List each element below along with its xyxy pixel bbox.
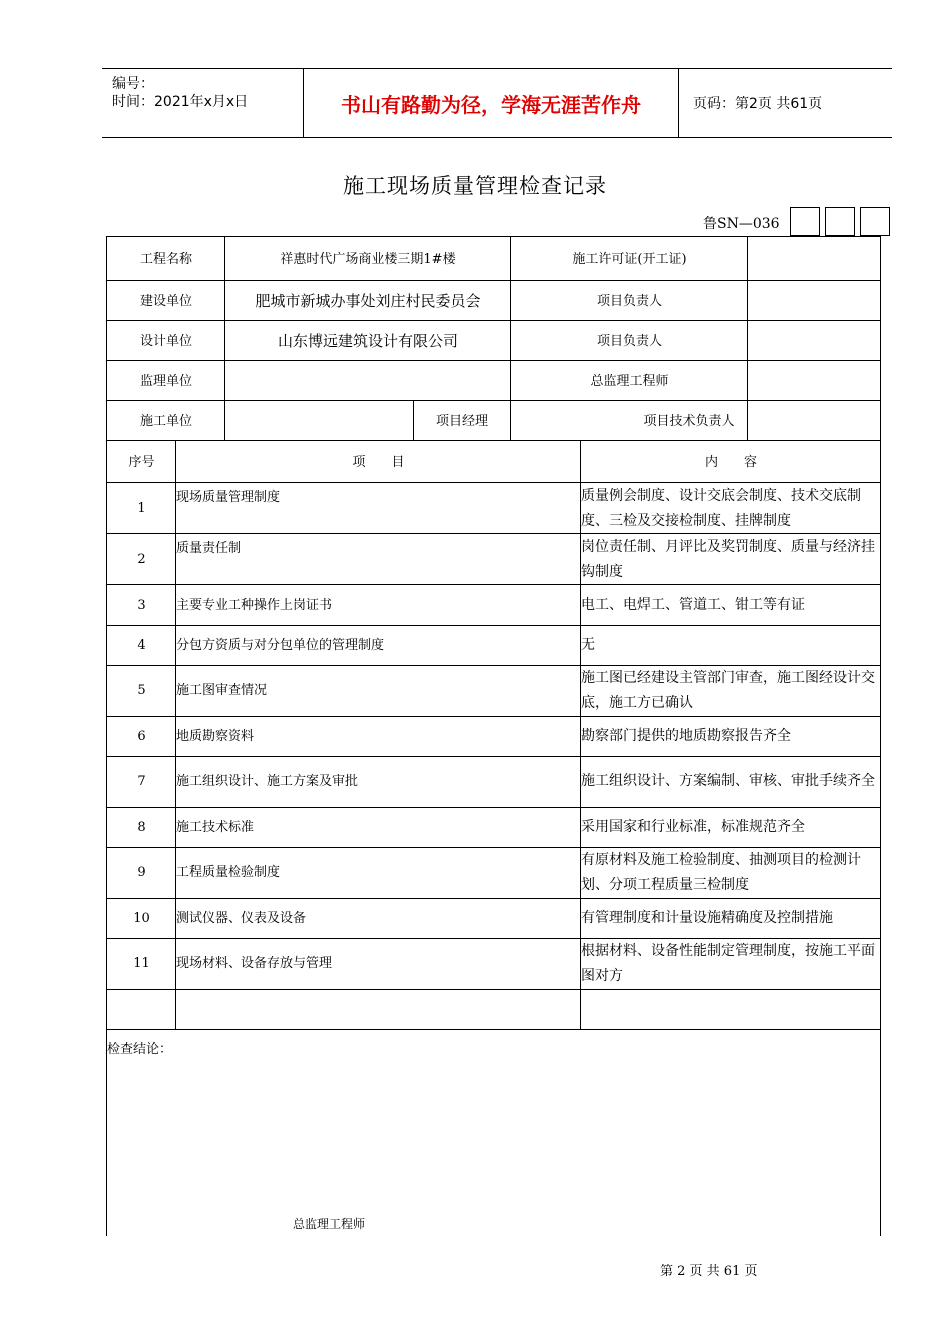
project-name-label: 工程名称 [139,251,192,267]
tech-lead-value[interactable] [748,401,880,441]
chief-supervisor-value[interactable] [748,361,880,401]
row-no: 10 [133,910,150,926]
row-no: 5 [137,683,146,698]
row-content: 采用国家和行业标准，标准规范齐全 [581,818,805,835]
row-no: 1 [137,501,146,516]
code-box-1 [790,207,820,236]
time-label: 时间：2021年x月x日 [112,94,249,110]
page-header [102,68,892,138]
row-item: 分包方资质与对分包单位的管理制度 [176,637,385,653]
row-no: 6 [137,728,146,744]
row-content: 有原材料及施工检验制度、抽测项目的检测计划、分项工程质量三检制度 [581,851,861,893]
row-content: 施工组织设计、方案编制、审核、审批手续齐全 [581,773,875,789]
contractor-value[interactable] [225,401,413,441]
signature-label: 总监理工程师 [293,1217,366,1231]
row-item: 地质勘察资料 [176,728,255,744]
permit-value[interactable] [748,237,880,281]
row-no: 3 [137,597,146,613]
row-content: 施工图已经建设主管部门审查，施工图经设计交底，施工方已确认 [581,669,875,711]
row-item: 施工技术标准 [176,819,255,835]
permit-label: 施工许可证(开工证) [572,251,687,267]
row-no: 2 [137,552,146,567]
conclusion-label: 检查结论： [107,1042,173,1057]
tech-lead-label: 项目技术负责人 [643,413,735,429]
row-item: 测试仪器、仪表及设备 [176,910,307,926]
row-item: 施工图审查情况 [176,683,268,698]
row-content: 勘察部门提供的地质勘察报告齐全 [581,727,791,744]
row-content: 无 [581,636,595,653]
row-item: 施工组织设计、施工方案及审批 [176,774,359,789]
row-item: 现场材料、设备存放与管理 [176,956,333,971]
motto: 书山有路勤为径，学海无涯苦作舟 [303,69,679,137]
code-box-3 [860,207,890,236]
header-content: 内 容 [704,454,757,470]
code-label: 编号： [112,76,154,92]
row-item: 工程质量检验制度 [176,865,281,880]
header-meta [102,69,302,137]
row-no: 4 [137,637,146,653]
row-no: 8 [137,819,146,835]
row-content: 质量例会制度、设计交底会制度、技术交底制度、三检及交接检制度、挂牌制度 [581,487,861,529]
header-item: 项 目 [352,454,405,470]
construction-unit-label: 建设单位 [139,293,192,309]
project-name-value: 祥惠时代广场商业楼三期1#楼 [280,251,456,267]
row-content: 根据材料、设备性能制定管理制度，按施工平面图对方 [581,942,875,984]
supervision-unit-value[interactable] [225,361,511,401]
row-item: 质量责任制 [176,541,242,556]
row-no: 11 [133,956,150,971]
page-footer: 第 2 页 共 61 页 [660,1264,758,1279]
row-item: 现场质量管理制度 [176,490,281,505]
design-unit-value: 山东博远建筑设计有限公司 [277,331,458,350]
row-content: 有管理制度和计量设施精确度及控制措施 [581,909,833,926]
document-title: 施工现场质量管理检查记录 [343,174,607,198]
project-lead-label-1: 项目负责人 [596,293,662,309]
project-lead-value-2[interactable] [748,321,880,361]
row-content: 岗位责任制、月评比及奖罚制度、质量与经济挂钩制度 [581,538,875,580]
empty-content-cell[interactable] [581,990,881,1030]
project-manager-value[interactable] [511,401,641,441]
header-no: 序号 [128,454,155,470]
project-manager-label: 项目经理 [435,413,488,429]
project-lead-value-1[interactable] [748,281,880,321]
code-box-2 [825,207,855,236]
page-info: 页码：第2页 共61页 [693,96,823,112]
empty-item-cell[interactable] [176,990,581,1030]
form-code: 鲁SN—036 [703,216,780,232]
construction-unit-value: 肥城市新城办事处刘庄村民委员会 [255,291,481,310]
row-item: 主要专业工种操作上岗证书 [176,597,333,613]
chief-supervisor-label: 总监理工程师 [590,373,669,389]
row-no: 9 [137,865,146,880]
row-content: 电工、电焊工、管道工、钳工等有证 [581,596,805,613]
supervision-unit-label: 监理单位 [139,373,192,389]
row-no: 7 [137,774,146,789]
contractor-label: 施工单位 [139,413,192,429]
design-unit-label: 设计单位 [139,333,192,349]
project-lead-label-2: 项目负责人 [596,333,662,349]
